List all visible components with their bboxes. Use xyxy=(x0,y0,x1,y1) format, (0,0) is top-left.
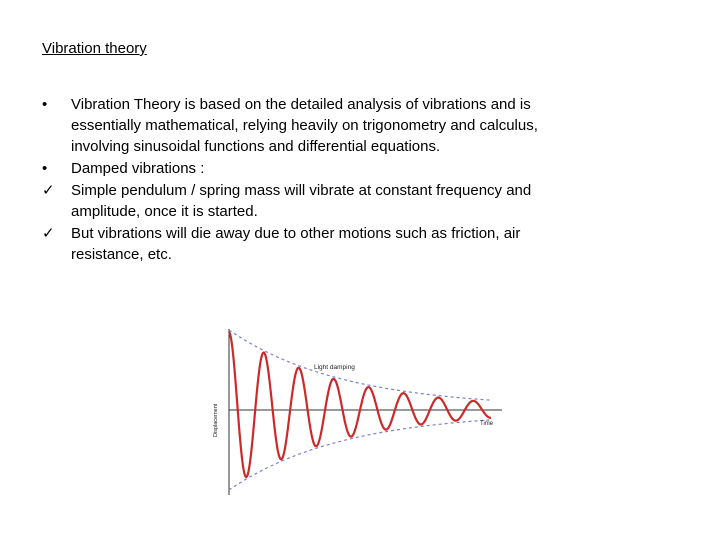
damped-vibration-figure xyxy=(206,325,506,500)
bullet-line: resistance, etc. xyxy=(71,246,172,263)
bullet-line: essentially mathematical, relying heavily on trigonometry and calculus, xyxy=(71,117,538,134)
damped-vibration-plot xyxy=(206,325,506,500)
checkmark-icon: ✓ xyxy=(42,225,55,242)
bullet-dot-icon: • xyxy=(42,96,48,113)
bullet-dot-icon: • xyxy=(42,160,48,177)
bullet-item xyxy=(42,94,602,157)
bullet-line: involving sinusoidal functions and differential equations. xyxy=(71,138,441,155)
displacement-axis-label: Displacement xyxy=(213,403,219,437)
bullet-list xyxy=(42,94,602,266)
damped-oscillation-curve xyxy=(229,332,491,477)
bullet-line: Simple pendulum / spring mass will vibrate at constant frequency and xyxy=(71,182,532,199)
bullet-item xyxy=(42,180,602,222)
bullet-line: amplitude, once it is started. xyxy=(71,203,258,220)
bullet-line: But vibrations will die away due to other motions such as friction, air xyxy=(71,225,521,242)
checkmark-icon: ✓ xyxy=(42,182,55,199)
bullet-line: Vibration Theory is based on the detailed analysis of vibrations and is xyxy=(71,96,531,113)
bullet-item xyxy=(42,223,602,265)
bullet-item xyxy=(42,158,602,179)
light-damping-label: Light damping xyxy=(314,364,355,371)
time-axis-label: Time xyxy=(480,421,494,427)
lower-envelope-curve xyxy=(229,420,491,490)
bullet-line: Damped vibrations : xyxy=(71,160,205,177)
slide-heading: Vibration theory xyxy=(42,40,147,57)
